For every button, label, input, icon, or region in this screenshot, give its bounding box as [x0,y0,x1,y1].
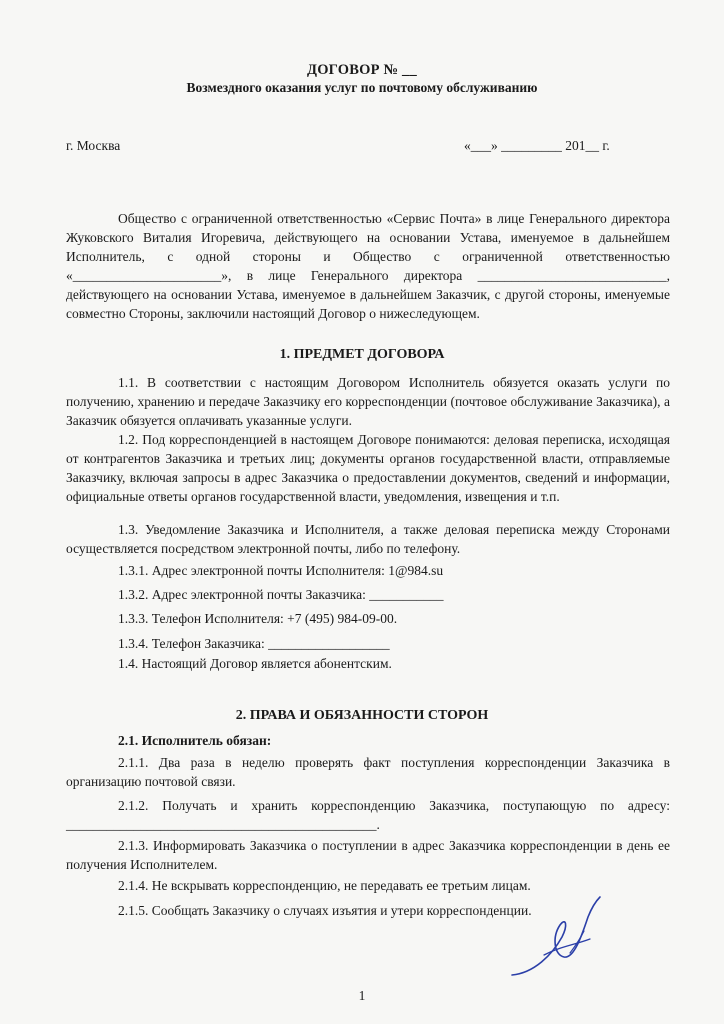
date-line: «___» _________ 201__ г. [464,138,610,153]
handwritten-signature [504,895,614,985]
document-title: ДОГОВОР № __ [307,62,417,78]
clause-1-2: 1.2. Под корреспонденцией в настоящем Договоре понимаются: деловая переписка, исходящая от контрагентов Заказчика и третьих лиц; документы органов государственной власти, отправляемые Заказчику, включая запросы в адрес Заказчика о предоставлении документов, сведений и информации, официальные ответы органов государственной власти, уведомления, извещения и т.п. [66,432,670,504]
clause-1-4: 1.4. Настоящий Договор является абонентским. [118,656,392,671]
clause-2-1-4: 2.1.4. Не вскрывать корреспонденцию, не передавать ее третьим лицам. [118,878,531,893]
clause-2-1-1: 2.1.1. Два раза в неделю проверять факт поступления корреспонденции Заказчика в организацию почтовой связи. [66,755,670,789]
clause-1-3-2: 1.3.2. Адрес электронной почты Заказчика: ___________ [118,587,444,602]
section-1-heading: 1. ПРЕДМЕТ ДОГОВОРА [279,347,445,362]
clause-1-1: 1.1. В соответствии с настоящим Договором Исполнитель обязуется оказать услуги по получению, хранению и передаче Заказчику его корреспонденции (почтовое обслуживание Заказчика), а Заказчик обязуется оплачивать указанные услуги. [66,375,670,428]
clause-2-1-2: 2.1.2. Получать и хранить корреспонденцию Заказчика, поступающую по адресу: ______________________________________________. [66,798,670,832]
page-number: 1 [358,988,366,1003]
clause-1-3: 1.3. Уведомление Заказчика и Исполнителя, а также деловая переписка между Сторонами осуществляется посредством электронной почты, либо по телефону. [66,522,670,556]
preamble-paragraph: Общество с ограниченной ответственностью «Сервис Почта» в лице Генерального директора Жуковского Виталия Игоревича, действующего на основании Устава, именуемое в дальнейшем Исполнитель, с одной стороны и Общество с ограниченной ответственностью «______________________», в лице Генерального директора ____________________________, действующего на основании Устава, именуемое в дальнейшем Заказчик, с другой стороны, именуемые совместно Стороны, заключили настоящий Договор о нижеследующем. [66,211,670,321]
clause-2-1-3: 2.1.3. Информировать Заказчика о поступлении в адрес Заказчика корреспонденции в день ее получения Исполнителем. [66,838,670,872]
document-subtitle: Возмездного оказания услуг по почтовому обслуживанию [186,80,538,95]
clause-2-1-5: 2.1.5. Сообщать Заказчику о случаях изъятия и утери корреспонденции. [118,903,532,918]
clause-1-3-1: 1.3.1. Адрес электронной почты Исполнителя: 1@984.su [118,563,444,578]
subsection-2-1-heading: 2.1. Исполнитель обязан: [118,733,272,748]
place-text: г. Москва [66,138,121,153]
section-2-heading: 2. ПРАВА И ОБЯЗАННОСТИ СТОРОН [235,708,489,723]
clause-1-3-4: 1.3.4. Телефон Заказчика: __________________ [118,636,390,651]
clause-1-3-3: 1.3.3. Телефон Исполнителя: +7 (495) 984-09-00. [118,611,398,626]
